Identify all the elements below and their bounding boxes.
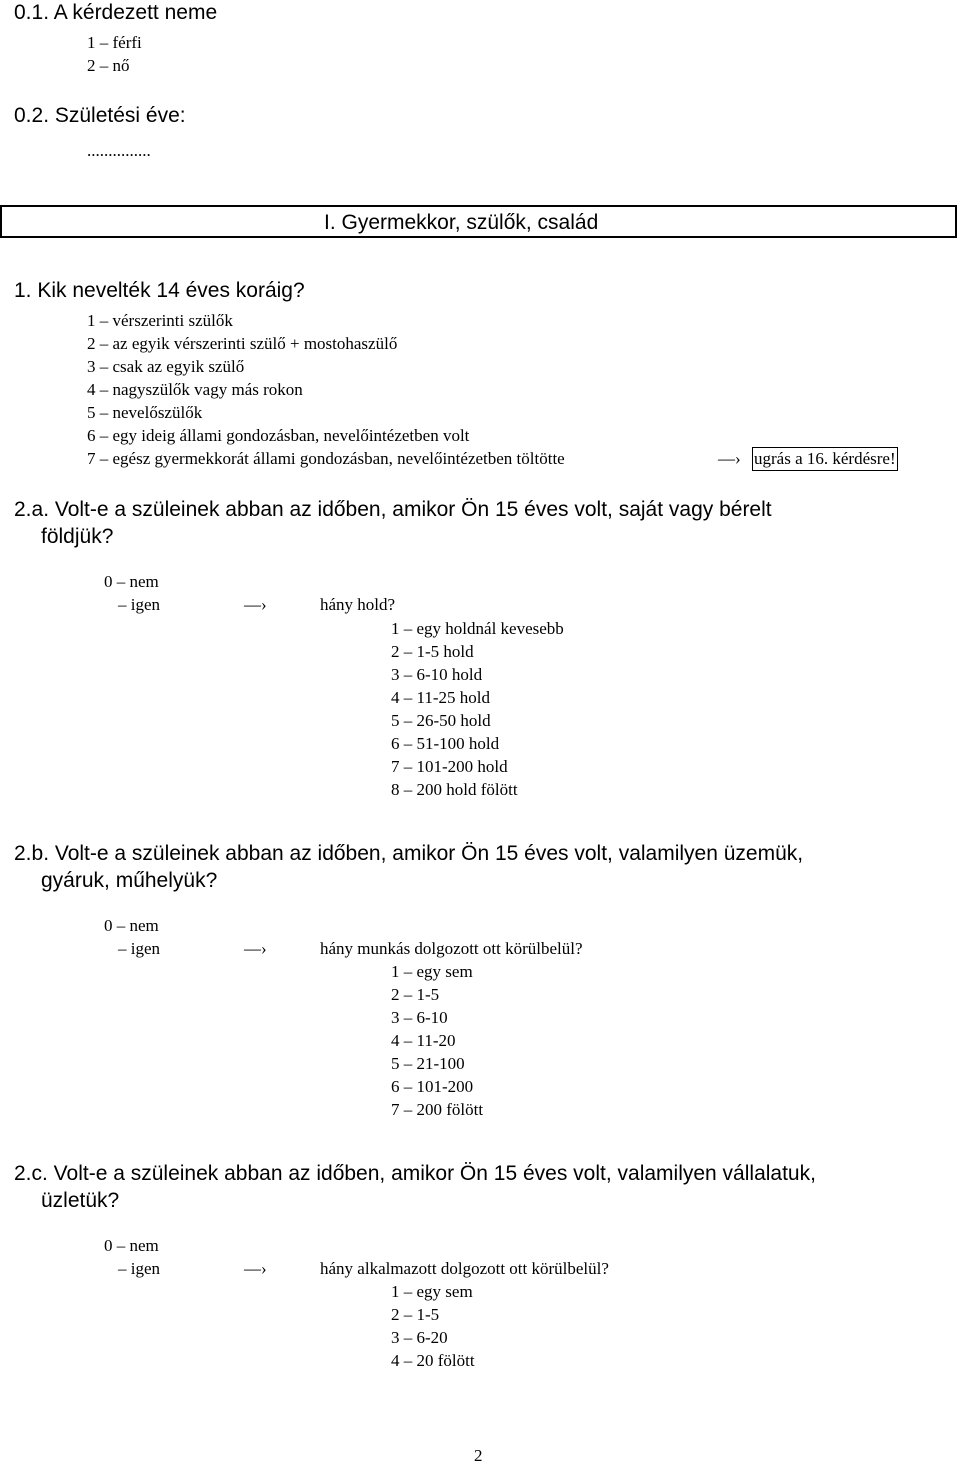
q2c-option-yes: – igen (118, 1259, 161, 1278)
option-male: 1 – férfi (87, 33, 142, 52)
q1-option-6: 6 – egy ideig állami gondozásban, nevelőintézetben volt (87, 426, 470, 445)
q1-option-3: 3 – csak az egyik szülő (87, 357, 245, 376)
q2a-sub-option-8: 8 – 200 hold fölött (391, 780, 518, 799)
q2a-sub-option-4: 4 – 11-25 hold (391, 688, 491, 707)
q2b-sub-option-1: 1 – egy sem (391, 962, 473, 981)
q2a-sub-option-2: 2 – 1-5 hold (391, 642, 474, 661)
question-2c-title-line1: 2.c. Volt-e a szüleinek abban az időben, amikor Ön 15 éves volt, valamilyen vállalatuk, (14, 1162, 816, 1185)
q2b-sub-option-5: 5 – 21-100 (391, 1054, 465, 1073)
q2b-option-yes: – igen (118, 939, 161, 958)
arrow-icon: —› (244, 1259, 267, 1278)
q2a-option-yes: – igen (118, 595, 161, 614)
skip-instruction: ugrás a 16. kérdésre! (752, 447, 898, 471)
q1-option-4: 4 – nagyszülők vagy más rokon (87, 380, 303, 399)
arrow-icon: —› (244, 595, 267, 614)
q2b-followup: hány munkás dolgozott ott körülbelül? (320, 939, 583, 958)
question-0-1-title: 0.1. A kérdezett neme (14, 1, 218, 24)
arrow-icon: —› (244, 939, 267, 958)
q1-option-7: 7 – egész gyermekkorát állami gondozásban, nevelőintézetben töltötte (87, 449, 565, 468)
question-2b-title-line1: 2.b. Volt-e a szüleinek abban az időben, amikor Ön 15 éves volt, valamilyen üzemük, (14, 842, 804, 865)
q2b-sub-option-6: 6 – 101-200 (391, 1077, 474, 1096)
question-1-title: 1. Kik nevelték 14 éves koráig? (14, 279, 305, 302)
arrow-icon: —› (718, 449, 741, 468)
q2c-sub-option-2: 2 – 1-5 (391, 1305, 440, 1324)
birth-year-blank: ............... (87, 141, 151, 160)
page-number: 2 (474, 1446, 483, 1465)
option-female: 2 – nő (87, 56, 130, 75)
q2b-sub-option-2: 2 – 1-5 (391, 985, 440, 1004)
q2a-sub-option-7: 7 – 101-200 hold (391, 757, 508, 776)
section-title: I. Gyermekkor, szülők, család (324, 211, 599, 234)
section-header-box (0, 205, 957, 238)
q2a-sub-option-3: 3 – 6-10 hold (391, 665, 483, 684)
question-2a-title-line2: földjük? (41, 525, 114, 548)
question-0-2-title: 0.2. Születési éve: (14, 104, 186, 127)
q2a-sub-option-5: 5 – 26-50 hold (391, 711, 491, 730)
q2c-sub-option-1: 1 – egy sem (391, 1282, 473, 1301)
question-2b-title-line2: gyáruk, műhelyük? (41, 869, 218, 892)
question-2c-title-line2: üzletük? (41, 1189, 120, 1212)
q2b-sub-option-7: 7 – 200 fölött (391, 1100, 484, 1119)
q2b-option-no: 0 – nem (104, 916, 159, 935)
question-2a-title-line1: 2.a. Volt-e a szüleinek abban az időben, amikor Ön 15 éves volt, saját vagy bérelt (14, 498, 772, 521)
q2a-sub-option-1: 1 – egy holdnál kevesebb (391, 619, 564, 638)
q2a-option-no: 0 – nem (104, 572, 159, 591)
q2c-option-no: 0 – nem (104, 1236, 159, 1255)
q1-option-2: 2 – az egyik vérszerinti szülő + mostohaszülő (87, 334, 398, 353)
q2c-sub-option-3: 3 – 6-20 (391, 1328, 448, 1347)
q2a-followup: hány hold? (320, 595, 396, 614)
q2c-followup: hány alkalmazott dolgozott ott körülbelül? (320, 1259, 609, 1278)
q2b-sub-option-4: 4 – 11-20 (391, 1031, 456, 1050)
q2c-sub-option-4: 4 – 20 fölött (391, 1351, 475, 1370)
q2a-sub-option-6: 6 – 51-100 hold (391, 734, 500, 753)
q2b-sub-option-3: 3 – 6-10 (391, 1008, 448, 1027)
q1-option-5: 5 – nevelőszülők (87, 403, 203, 422)
q1-option-1: 1 – vérszerinti szülők (87, 311, 233, 330)
